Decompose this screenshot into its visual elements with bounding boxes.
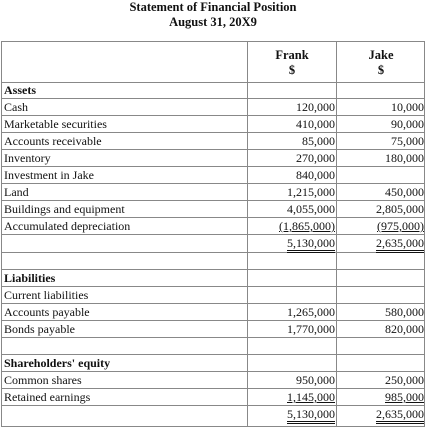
assets-heading: Assets — [4, 83, 36, 97]
asset-label: Buildings and equipment — [4, 202, 125, 216]
asset-frank-value: 270,000 — [296, 151, 335, 165]
assets-total-frank: 5,130,000 — [287, 236, 335, 253]
equity-frank-value: 950,000 — [296, 373, 335, 387]
asset-label: Accounts receivable — [4, 134, 102, 148]
column-header-frank: Frank — [275, 48, 309, 62]
asset-jake-value: 450,000 — [385, 185, 424, 199]
asset-label: Investment in Jake — [4, 168, 94, 182]
asset-jake-value: (975,000) — [377, 219, 424, 233]
asset-jake-value: 2,805,000 — [376, 202, 424, 216]
asset-frank-value: 410,000 — [296, 117, 335, 131]
asset-label: Marketable securities — [4, 117, 107, 131]
equity-frank-value: 1,145,000 — [287, 390, 335, 404]
column-currency-frank: $ — [288, 63, 296, 77]
asset-jake-value: 10,000 — [391, 100, 424, 114]
asset-label: Accumulated depreciation — [4, 219, 131, 233]
equity-heading: Shareholders' equity — [4, 356, 111, 370]
column-header-jake: Jake — [368, 48, 394, 62]
equity-label: Common shares — [4, 373, 82, 387]
asset-jake-value: 75,000 — [391, 134, 424, 148]
equity-jake-value: 250,000 — [385, 373, 424, 387]
asset-frank-value: 1,215,000 — [287, 185, 335, 199]
asset-frank-value: 840,000 — [296, 168, 335, 182]
asset-frank-value: (1,865,000) — [279, 219, 335, 233]
equity-total-frank: 5,130,000 — [287, 407, 335, 424]
asset-frank-value: 85,000 — [302, 134, 335, 148]
assets-total-jake: 2,635,000 — [376, 236, 424, 253]
column-currency-jake: $ — [377, 63, 385, 77]
liability-label: Bonds payable — [4, 322, 75, 336]
asset-label: Cash — [4, 100, 28, 114]
equity-total-jake: 2,635,000 — [376, 407, 424, 424]
liability-jake-value: 820,000 — [385, 322, 424, 336]
statement-date: August 31, 20X9 — [169, 15, 257, 29]
liability-frank-value: 1,265,000 — [287, 305, 335, 319]
asset-jake-value: 180,000 — [385, 151, 424, 165]
current-liabilities-label: Current liabilities — [4, 288, 89, 302]
asset-frank-value: 4,055,000 — [287, 202, 335, 216]
asset-label: Land — [4, 185, 29, 199]
liability-label: Accounts payable — [4, 305, 90, 319]
financial-table — [1, 41, 425, 427]
asset-label: Inventory — [4, 151, 51, 165]
equity-label: Retained earnings — [4, 390, 91, 404]
liability-jake-value: 580,000 — [385, 305, 424, 319]
liabilities-heading: Liabilities — [4, 271, 56, 285]
statement-title: Statement of Financial Position — [129, 0, 297, 14]
asset-frank-value: 120,000 — [296, 100, 335, 114]
liability-frank-value: 1,770,000 — [287, 322, 335, 336]
asset-jake-value: 90,000 — [391, 117, 424, 131]
equity-jake-value: 985,000 — [385, 390, 424, 404]
